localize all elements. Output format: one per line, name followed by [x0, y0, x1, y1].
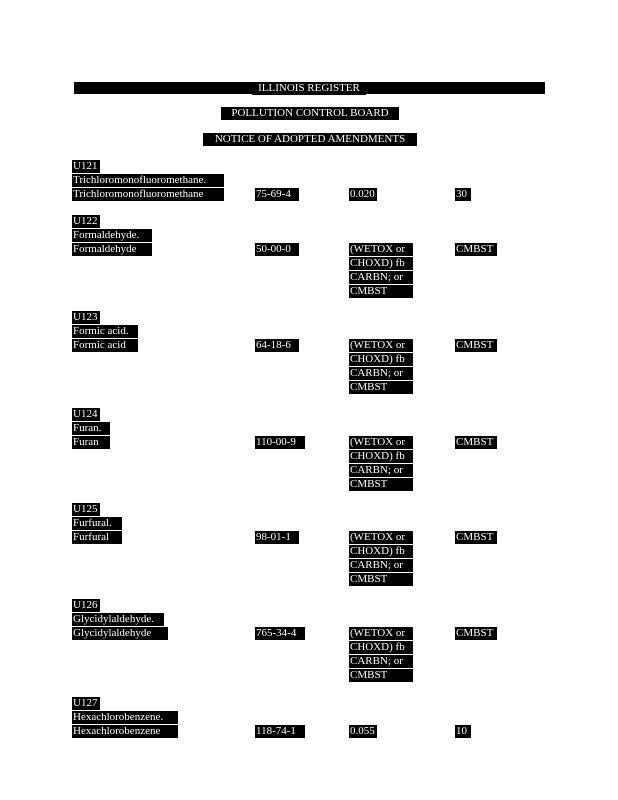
nonwastewater-standard: CMBST	[455, 243, 497, 256]
treatment-standard-line: CARBN; or	[349, 464, 413, 477]
waste-code: U121	[72, 160, 100, 173]
cas-number: 765-34-4	[255, 627, 305, 640]
treatment-standard-line: CHOXD) fb	[349, 257, 413, 270]
treatment-standard-line: (WETOX or	[349, 436, 413, 449]
cas-number: 50-00-0	[255, 243, 299, 256]
cas-number: 75-69-4	[255, 188, 299, 201]
treatment-standard-line: (WETOX or	[349, 339, 413, 352]
constituent-name: Formaldehyde	[72, 243, 152, 256]
waste-code: U125	[72, 503, 100, 516]
constituent-name: Hexachlorobenzene	[72, 725, 178, 738]
treatment-standard-line: (WETOX or	[349, 531, 413, 544]
waste-name: Formaldehyde.	[72, 229, 152, 242]
register-title: ILLINOIS REGISTER	[252, 82, 366, 95]
treatment-standard-line: (WETOX or	[349, 243, 413, 256]
treatment-standard-line: CMBST	[349, 669, 413, 682]
cas-number: 98-01-1	[255, 531, 299, 544]
waste-name: Trichloromonofluoromethane.	[72, 174, 224, 187]
board-title: POLLUTION CONTROL BOARD	[221, 107, 399, 120]
nonwastewater-standard: CMBST	[455, 436, 497, 449]
treatment-standard-line: (WETOX or	[349, 627, 413, 640]
waste-name: Formic acid.	[72, 325, 138, 338]
cas-number: 64-18-6	[255, 339, 299, 352]
waste-name: Hexachlorobenzene.	[72, 711, 178, 724]
nonwastewater-standard: CMBST	[455, 339, 497, 352]
treatment-standard-line: CMBST	[349, 381, 413, 394]
waste-name: Glycidylaldehyde.	[72, 613, 164, 626]
waste-code: U127	[72, 697, 100, 710]
constituent-name: Formic acid	[72, 339, 138, 352]
treatment-standard-line: CMBST	[349, 573, 413, 586]
treatment-standard-line: CARBN; or	[349, 271, 413, 284]
waste-code: U126	[72, 599, 100, 612]
constituent-name: Trichloromonofluoromethane	[72, 188, 224, 201]
nonwastewater-standard: 30	[455, 188, 471, 201]
treatment-standard-line: CMBST	[349, 478, 413, 491]
waste-name: Furan.	[72, 422, 110, 435]
treatment-standard-line: 0.020	[349, 188, 377, 201]
notice-title: NOTICE OF ADOPTED AMENDMENTS	[203, 133, 417, 146]
treatment-standard-line: CHOXD) fb	[349, 545, 413, 558]
treatment-standard-line: CARBN; or	[349, 655, 413, 668]
treatment-standard-line: CARBN; or	[349, 367, 413, 380]
treatment-standard-line: CMBST	[349, 285, 413, 298]
waste-code: U124	[72, 408, 100, 421]
nonwastewater-standard: CMBST	[455, 627, 497, 640]
waste-code: U122	[72, 215, 100, 228]
constituent-name: Glycidylaldehyde	[72, 627, 168, 640]
treatment-standard-line: CHOXD) fb	[349, 641, 413, 654]
constituent-name: Furan	[72, 436, 110, 449]
constituent-name: Furfural	[72, 531, 122, 544]
treatment-standard-line: 0.055	[349, 725, 377, 738]
nonwastewater-standard: 10	[455, 725, 471, 738]
treatment-standard-line: CHOXD) fb	[349, 450, 413, 463]
nonwastewater-standard: CMBST	[455, 531, 497, 544]
treatment-standard-line: CARBN; or	[349, 559, 413, 572]
waste-name: Furfural.	[72, 517, 122, 530]
cas-number: 118-74-1	[255, 725, 305, 738]
treatment-standard-line: CHOXD) fb	[349, 353, 413, 366]
waste-code: U123	[72, 311, 100, 324]
cas-number: 110-00-9	[255, 436, 305, 449]
